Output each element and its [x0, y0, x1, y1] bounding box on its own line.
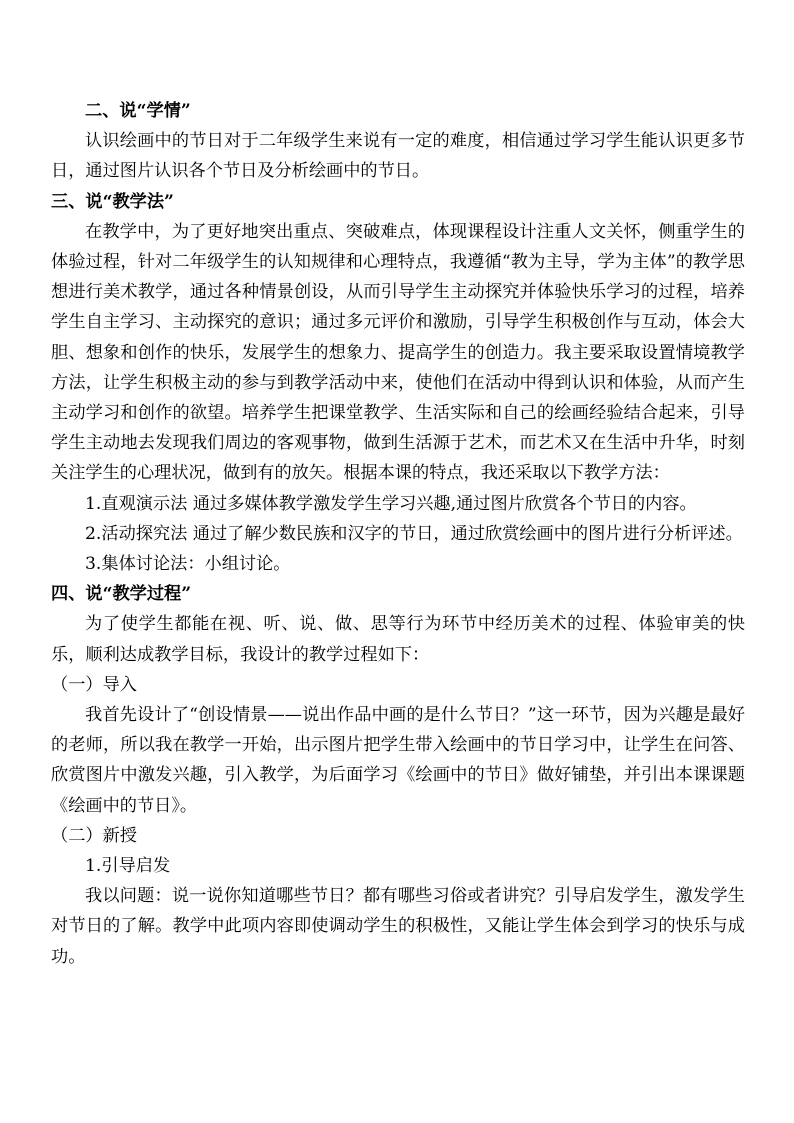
document-page — [51, 96, 745, 972]
subheading-introduction: （一）导入 — [51, 674, 137, 695]
subheading-new-lesson: （二）新授 — [51, 825, 137, 846]
method-item-3: 3.集体讨论法：小组讨论。 — [85, 554, 291, 575]
paragraph-teaching-methods: 在教学中，为了更好地突出重点、突破难点，体现课程设计注重人文关怀，侧重学生的体验过程，针对二年级学生的认知规律和心理特点，我遵循“教为主导，学为主体”的教学思想进行美术教学，通过各种情景创设，从而引导学生主动探究并体验快乐学习的过程，培养学生自主学习、主动探究的意识；通过多元评价和激励，引导学生积极创作与互动，体会大胆、想象和创作的快乐，发展学生的想象力、提高学生的创造力。我主要采取设置情境教学方法，让学生积极主动的参与到教学活动中来，使他们在活动中得到认识和体验，从而产生主动学习和创作的欲望。培养学生把课堂教学、生活实际和自己的绘画经验结合起来，引导学生主动地去发现我们周边的客观事物，做到生活源于艺术，而艺术又在生活中升华，时刻关注学生的心理状况，做到有的放矢。根据本课的特点，我还采取以下教学方法： — [51, 221, 745, 484]
section-heading-learning-situation: 二、说“学情” — [85, 101, 191, 121]
section-heading-teaching-process: 四、说“教学过程” — [51, 584, 192, 605]
paragraph-introduction: 我首先设计了“创设情景——说出作品中画的是什么节日？”这一环节，因为兴趣是最好的老师，所以我在教学一开始，出示图片把学生带入绘画中的节日学习中，让学生在问答、欣赏图片中激发兴趣，引入教学，为后面学习《绘画中的节日》做好铺垫，并引出本课课题《绘画中的节日》。 — [51, 705, 745, 816]
new-lesson-item-1: 1.引导启发 — [85, 856, 171, 877]
method-item-1: 1.直观演示法 通过多媒体教学激发学生学习兴趣,通过图片欣赏各个节日的内容。 — [85, 493, 697, 514]
paragraph-learning-situation: 认识绘画中的节日对于二年级学生来说有一定的难度，相信通过学习学生能认识更多节日，通过图片认识各个节日及分析绘画中的节日。 — [51, 131, 745, 182]
section-heading-teaching-methods: 三、说“教学法” — [51, 191, 174, 212]
method-item-2: 2.活动探究法 通过了解少数民族和汉字的节日，通过欣赏绘画中的图片进行分析评述。 — [85, 523, 743, 544]
paragraph-new-lesson: 我以问题：说一说你知道哪些节日？都有哪些习俗或者讲究？引导启发学生，激发学生对节日的了解。教学中此项内容即使调动学生的积极性，又能让学生体会到学习的快乐与成功。 — [51, 886, 745, 967]
paragraph-teaching-process: 为了使学生都能在视、听、说、做、思等行为环节中经历美术的过程、体验审美的快乐，顺利达成教学目标，我设计的教学过程如下： — [51, 614, 745, 665]
